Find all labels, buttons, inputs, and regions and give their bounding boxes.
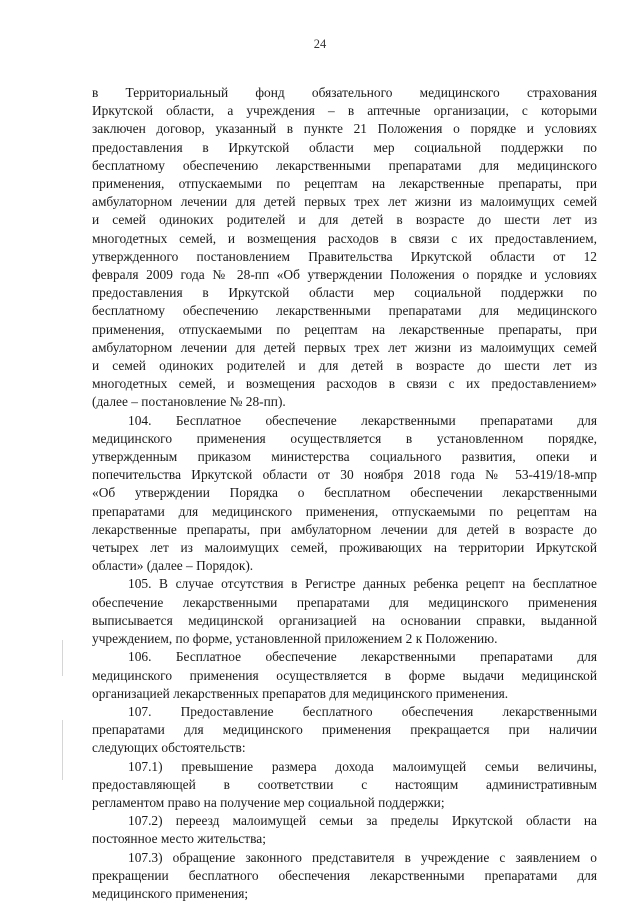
text-line: постоянное место жительства; bbox=[92, 831, 266, 847]
text-line: медицинского применения осуществляется в форме выдачи медицинской bbox=[92, 667, 597, 683]
text-line: бесплатному обеспечению лекарственными препаратами для медицинского bbox=[92, 303, 597, 319]
paragraph-107-3 bbox=[92, 849, 597, 904]
text-line: многодетных семей, и возмещения расходов в связи с их предоставлением, bbox=[92, 230, 597, 246]
text-line: и семей одиноких родителей и для детей в возрасте до шести лет из bbox=[92, 358, 597, 374]
paragraph-continuation bbox=[92, 84, 597, 412]
text-line: препаратами для медицинского применения прекращается при наличии bbox=[92, 722, 597, 738]
text-line: «Об утверждении Порядка о бесплатном обеспечении лекарственными bbox=[92, 485, 597, 501]
text-line: регламентом право на получение мер социальной поддержки; bbox=[92, 794, 445, 810]
text-line: 107. Предоставление бесплатного обеспечения лекарственными bbox=[128, 703, 597, 719]
text-line: следующих обстоятельств: bbox=[92, 740, 246, 756]
text-line: утвержденного постановлением Правительства Иркутской области от 12 bbox=[92, 248, 597, 264]
text-line: прекращении бесплатного обеспечения лекарственными препаратами для bbox=[92, 867, 597, 883]
text-line: 104. Бесплатное обеспечение лекарственными препаратами для bbox=[128, 412, 597, 428]
text-line: попечительства Иркутской области от 30 ноября 2018 года № 53-419/18-мпр bbox=[92, 467, 597, 483]
text-line: организацией лекарственных препаратов для медицинского применения. bbox=[92, 685, 509, 701]
text-line: медицинского применения осуществляется в установленном порядке, bbox=[92, 430, 597, 446]
document-body bbox=[92, 84, 597, 903]
text-line: бесплатному обеспечению лекарственными препаратами для медицинского bbox=[92, 157, 597, 173]
paragraph-107-1 bbox=[92, 758, 597, 813]
scan-margin-mark bbox=[62, 720, 63, 780]
text-line: амбулаторном лечении для детей первых трех лет жизни из малоимущих семей bbox=[92, 194, 597, 210]
text-line: предоставления в Иркутской области мер социальной поддержки по bbox=[92, 139, 597, 155]
paragraph-104 bbox=[92, 412, 597, 576]
text-line: 107.1) превышение размера дохода малоимущей семьи величины, bbox=[128, 758, 597, 774]
text-line: амбулаторном лечении для детей первых трех лет жизни из малоимущих семей bbox=[92, 339, 597, 355]
text-line: Иркутской области, а учреждения – в аптечные организации, с которыми bbox=[92, 103, 597, 119]
text-line: предоставляющей в соответствии с настоящим административным bbox=[92, 776, 597, 792]
text-line: предоставления в Иркутской области мер социальной поддержки по bbox=[92, 285, 597, 301]
page-number: 24 bbox=[313, 37, 327, 51]
paragraph-107 bbox=[92, 703, 597, 758]
text-line: медицинского применения; bbox=[92, 885, 249, 901]
text-line: заключен договор, указанный в пункте 21 Положения о порядке и условиях bbox=[92, 121, 597, 137]
text-line: области» (далее – Порядок). bbox=[92, 558, 254, 574]
text-line: 106. Бесплатное обеспечение лекарственными препаратами для bbox=[128, 649, 597, 665]
scan-margin-mark bbox=[62, 640, 63, 676]
text-line: многодетных семей, и возмещения расходов в связи с их предоставлением» bbox=[92, 376, 597, 392]
text-line: февраля 2009 года № 28-пп «Об утверждении Положения о порядке и условиях bbox=[92, 267, 597, 283]
text-line: и семей одиноких родителей и для детей в возрасте до шести лет из bbox=[92, 212, 597, 228]
text-line: 107.2) переезд малоимущей семьи за пределы Иркутской области на bbox=[128, 813, 597, 829]
text-line: учреждением, по форме, установленной приложением 2 к Положению. bbox=[92, 631, 498, 647]
text-line: в Территориальный фонд обязательного медицинского страхования bbox=[92, 85, 597, 100]
text-line: препаратами для медицинского применения, отпускаемыми по рецептам на bbox=[92, 503, 597, 519]
text-line: (далее – постановление № 28-пп). bbox=[92, 394, 286, 410]
text-line: 105. В случае отсутствия в Регистре данных ребенка рецепт на бесплатное bbox=[128, 576, 597, 592]
text-line: лекарственные препараты, при амбулаторном лечении для детей в возрасте до bbox=[92, 521, 597, 537]
paragraph-107-2 bbox=[92, 812, 597, 848]
paragraph-106 bbox=[92, 648, 597, 703]
text-line: применения, отпускаемыми по рецептам на лекарственные препараты, при bbox=[92, 321, 597, 337]
paragraph-105 bbox=[92, 575, 597, 648]
text-line: применения, отпускаемыми по рецептам на лекарственные препараты, при bbox=[92, 176, 597, 192]
text-line: обеспечение лекарственными препаратами для медицинского применения bbox=[92, 594, 597, 610]
text-line: утвержденным приказом министерства социального развития, опеки и bbox=[92, 449, 597, 465]
text-line: четырех лет из малоимущих семей, проживающих на территории Иркутской bbox=[92, 540, 597, 556]
text-line: 107.3) обращение законного представителя в учреждение с заявлением о bbox=[128, 849, 597, 865]
text-line: выписывается медицинской организацией на основании справки, выданной bbox=[92, 612, 597, 628]
